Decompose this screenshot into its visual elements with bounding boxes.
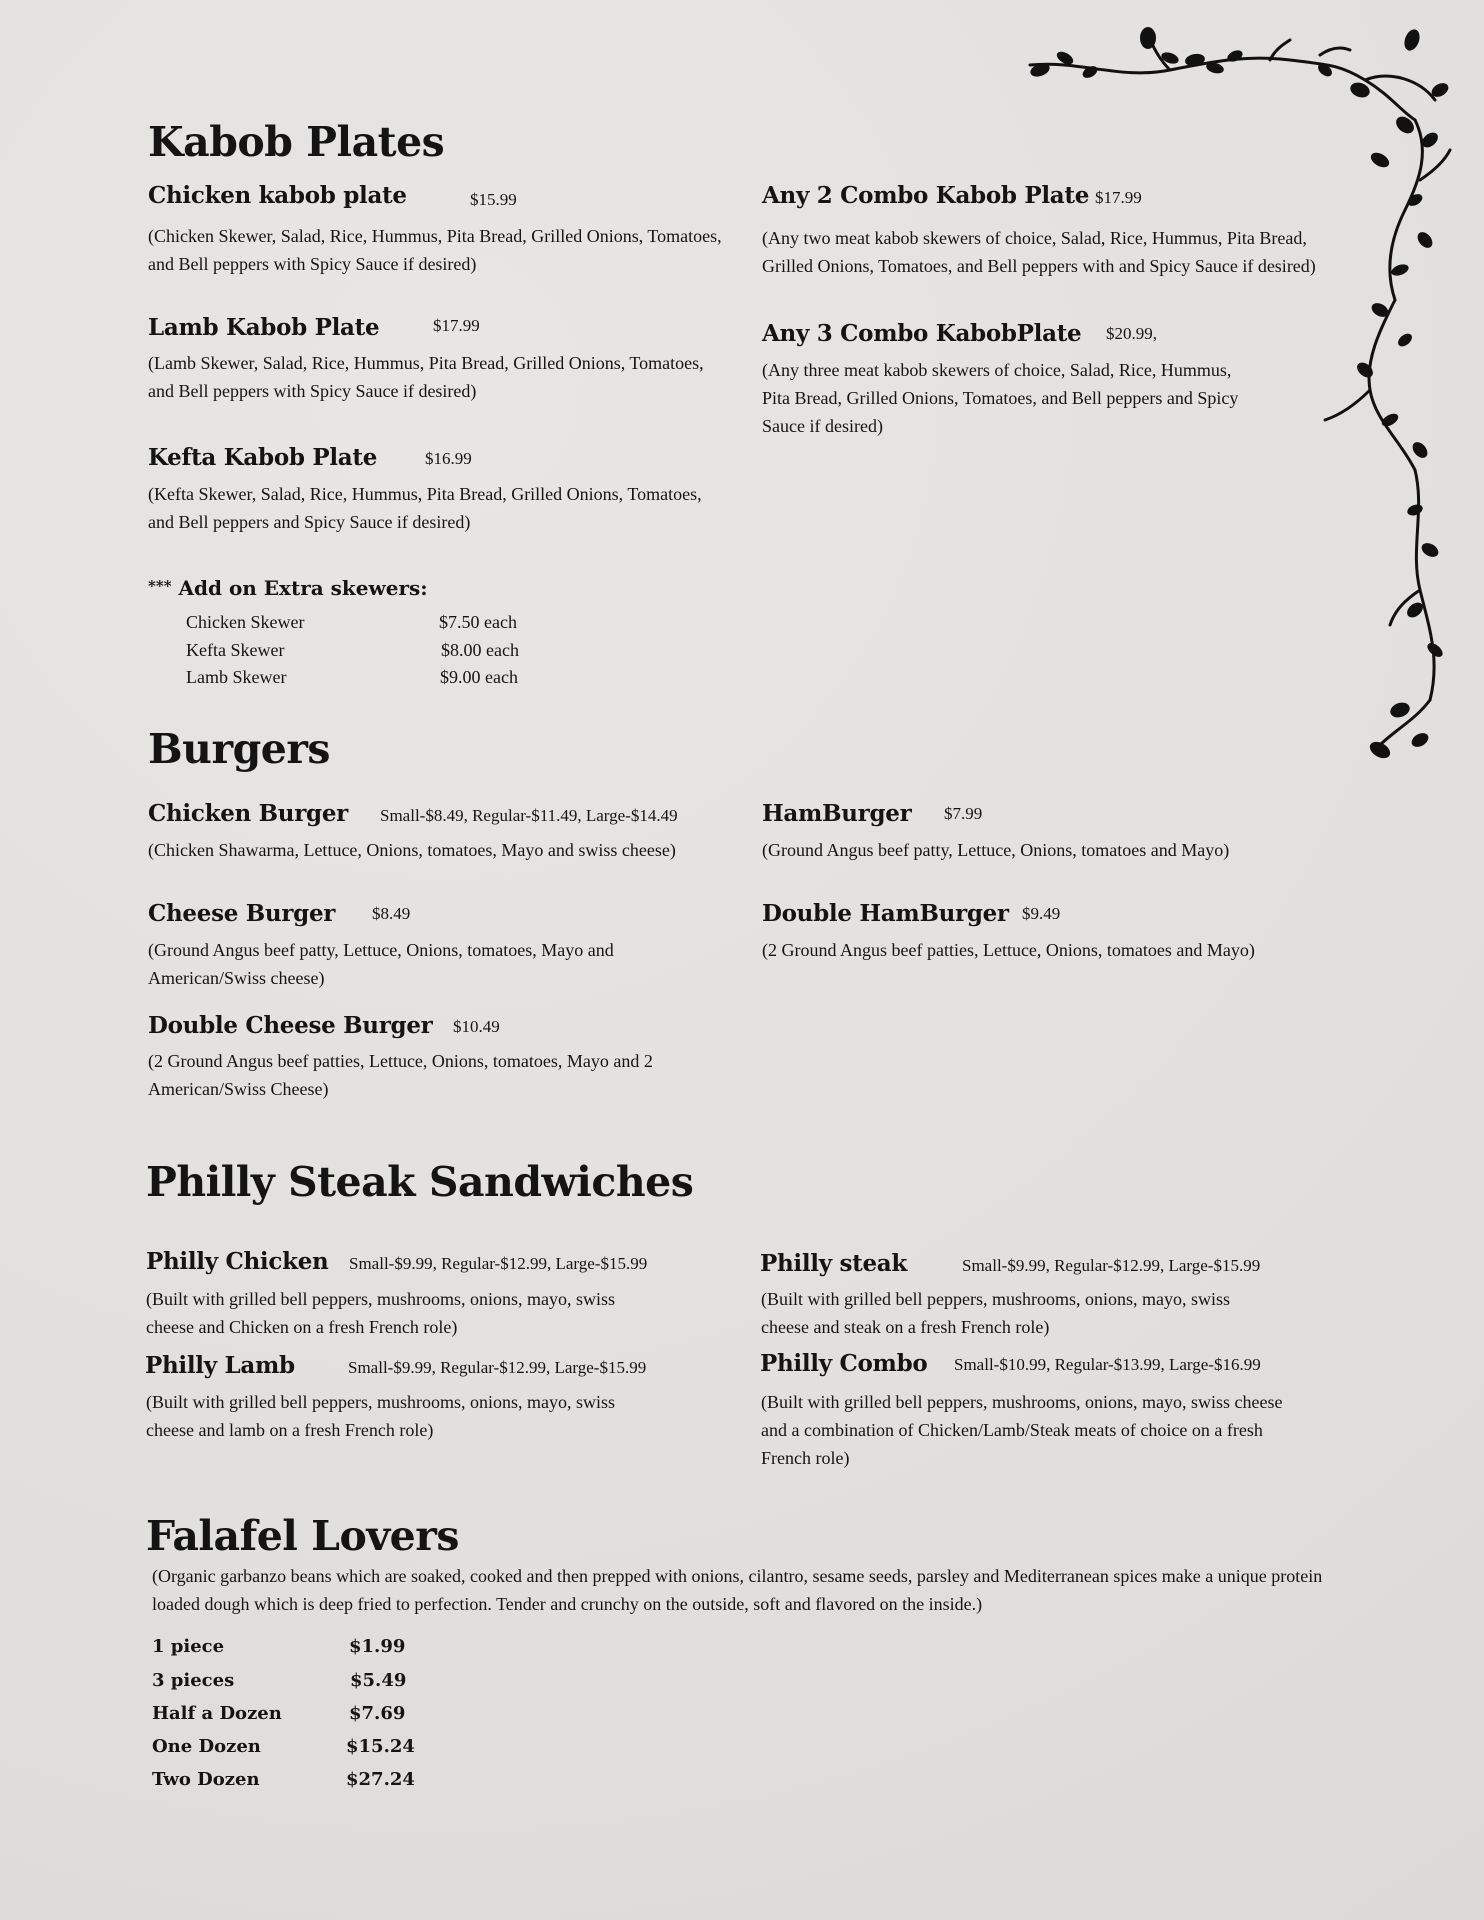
menu-item-desc: (Kefta Skewer, Salad, Rice, Hummus, Pita Bread, Grilled Onions, Tomatoes, and Bell peppers and Spicy Sauce if desired) [148,484,702,532]
menu-item-desc: (2 Ground Angus beef patties, Lettuce, Onions, tomatoes and Mayo) [762,940,1255,960]
menu-item-name: HamBurger [762,800,912,827]
menu-item-name: Double Cheese Burger [148,1012,433,1039]
falafel-price: $27.24 [346,1769,415,1790]
addon-name: Kefta Skewer [186,640,285,660]
menu-item-name: Any 2 Combo Kabob Plate [762,182,1090,209]
menu-item-desc: (Built with grilled bell peppers, mushrooms, onions, mayo, swiss cheese and lamb on a fresh French role) [146,1392,615,1440]
menu-item-desc: (Lamb Skewer, Salad, Rice, Hummus, Pita Bread, Grilled Onions, Tomatoes, and Bell peppers with Spicy Sauce if desired) [148,353,704,401]
menu-item-desc: (Any three meat kabob skewers of choice, Salad, Rice, Hummus, Pita Bread, Grilled Onions, Tomatoes, and Bell peppers and Spicy Sauce if desired) [762,360,1239,436]
addon-title: Add on Extra skewers: [178,576,428,600]
menu-item-name: Kefta Kabob Plate [148,444,378,471]
addon-price: $7.50 each [439,612,517,632]
addon-heading [148,576,428,600]
menu-item-price: $16.99 [425,449,472,468]
menu-item-name: Chicken kabob plate [148,182,407,209]
menu-item-name: Lamb Kabob Plate [148,314,380,341]
menu-item-price: $17.99 [1095,188,1142,207]
menu-item-price: $10.49 [453,1017,500,1036]
addon-name: Chicken Skewer [186,612,305,632]
menu-item-price: Small-$9.99, Regular-$12.99, Large-$15.99 [962,1256,1261,1275]
menu-item-desc: (Ground Angus beef patty, Lettuce, Onions, tomatoes, Mayo and American/Swiss cheese) [148,940,614,988]
menu-item-desc: (2 Ground Angus beef patties, Lettuce, Onions, tomatoes, Mayo and 2 American/Swiss Cheese) [148,1051,653,1099]
menu-item-price: Small-$9.99, Regular-$12.99, Large-$15.99 [349,1254,648,1273]
menu-item-price: Small-$10.99, Regular-$13.99, Large-$16.99 [954,1355,1261,1374]
section-title-kabob: Kabob Plates [148,118,445,166]
menu-item-desc: (Built with grilled bell peppers, mushrooms, onions, mayo, swiss cheese and a combination of Chicken/Lamb/Steak meats of choice on a fresh French role) [761,1392,1283,1468]
menu-item-price: $7.99 [944,804,983,823]
addon-price: $9.00 each [440,667,518,687]
falafel-qty: 1 piece [152,1636,225,1657]
menu-item-desc: (Any two meat kabob skewers of choice, Salad, Rice, Hummus, Pita Bread, Grilled Onions, Tomatoes, and Bell peppers with and Spicy Sauce if desired) [762,228,1316,276]
falafel-price: $1.99 [349,1636,406,1657]
menu-item-name: Philly steak [760,1250,908,1277]
menu-item-price: Small-$9.99, Regular-$12.99, Large-$15.99 [348,1358,647,1377]
section-title-falafel: Falafel Lovers [146,1512,459,1560]
menu-item-desc: (Built with grilled bell peppers, mushrooms, onions, mayo, swiss cheese and steak on a fresh French role) [761,1289,1230,1337]
menu-item-desc: (Chicken Skewer, Salad, Rice, Hummus, Pita Bread, Grilled Onions, Tomatoes, and Bell peppers with Spicy Sauce if desired) [148,226,722,274]
falafel-qty: 3 pieces [152,1670,235,1691]
menu-item-price: $8.49 [372,904,411,923]
menu-item-name: Chicken Burger [148,800,348,827]
falafel-qty: One Dozen [152,1736,261,1757]
menu-item-desc: (Ground Angus beef patty, Lettuce, Onions, tomatoes and Mayo) [762,840,1230,860]
addon-name: Lamb Skewer [186,667,287,687]
falafel-price: $15.24 [346,1736,415,1757]
menu-item-name: Philly Combo [760,1350,928,1377]
menu-item-price: $20.99, [1106,324,1157,343]
menu-item-price: Small-$8.49, Regular-$11.49, Large-$14.49 [380,806,678,825]
falafel-qty: Two Dozen [152,1769,260,1790]
menu-item-name: Philly Lamb [145,1352,295,1379]
addon-price: $8.00 each [441,640,519,660]
addon-stars: *** [148,577,172,595]
falafel-desc: (Organic garbanzo beans which are soaked, cooked and then prepped with onions, cilantro, sesame seeds, parsley and Mediterranean spices make a unique protein loaded dough which is deep fried to perfection. Tender and crunchy on the outside, soft and flavored on the inside.) [152,1566,1323,1614]
menu-item-name: Double HamBurger [762,900,1009,927]
section-title-burgers: Burgers [148,725,331,773]
falafel-price: $5.49 [350,1670,407,1691]
falafel-qty: Half a Dozen [152,1703,282,1724]
menu-item-price: $17.99 [433,316,480,335]
menu-item-desc: (Built with grilled bell peppers, mushrooms, onions, mayo, swiss cheese and Chicken on a fresh French role) [146,1289,615,1337]
menu-item-name: Philly Chicken [146,1248,329,1275]
menu-item-desc: (Chicken Shawarma, Lettuce, Onions, tomatoes, Mayo and swiss cheese) [148,840,676,860]
falafel-price: $7.69 [349,1703,406,1724]
menu-item-price: $9.49 [1022,904,1061,923]
menu-item-price: $15.99 [470,190,517,209]
section-title-philly: Philly Steak Sandwiches [146,1158,694,1206]
menu-item-name: Cheese Burger [148,900,336,927]
menu-item-name: Any 3 Combo KabobPlate [762,320,1082,347]
